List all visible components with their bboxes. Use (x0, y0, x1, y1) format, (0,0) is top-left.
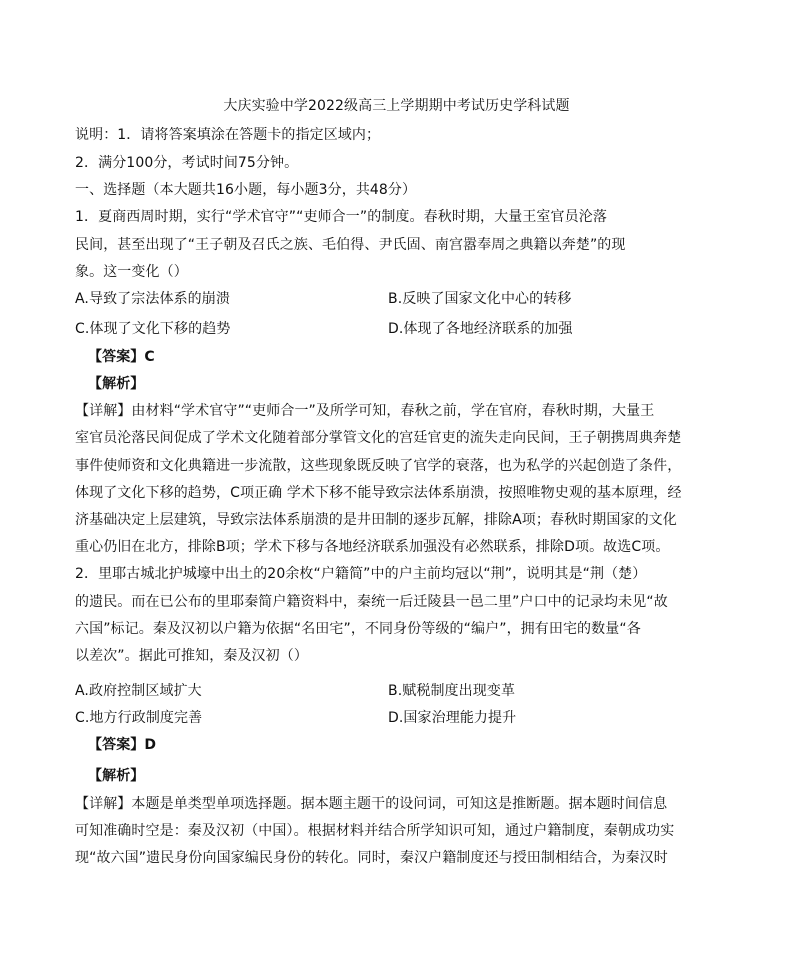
page-title: 大庆实验中学2022级高三上学期期中考试历史学科试题 (223, 98, 570, 114)
q1-detail-line-4: 体现了文化下移的趋势，C项正确 学术下移不能导致宗法体系崩溃，按照唯物史观的基本原理，经 (75, 485, 682, 501)
q2-answer: 【答案】D (88, 737, 157, 753)
section-header: 一、选择题（本大题共16小题，每小题3分，共48分） (75, 182, 417, 198)
instruction-line-2: 2．满分100分，考试时间75分钟。 (75, 155, 299, 171)
q1-detail-line-2: 室官员沦落民间促成了学术文化随着部分掌管文化的宫廷官吏的流失走向民间，王子朝携周典奔楚 (75, 430, 682, 446)
q1-detail-line-1: 【详解】由材料“学术官守”“吏师合一”及所学可知，春秋之前，学在官府，春秋时期，大量王 (75, 403, 655, 419)
q1-detail-line-3: 事件使师资和文化典籍进一步流散，这些现象既反映了官学的衰落，也为私学的兴起创造了条件， (75, 458, 682, 474)
q1-option-c: C.体现了文化下移的趋势 (75, 321, 231, 337)
q1-line-3: 象。这一变化（） (75, 264, 188, 280)
q2-line-4: 以差次”。据此可推知，秦及汉初（） (75, 648, 308, 664)
q1-detail-line-6: 重心仍旧在北方，排除B项；学术下移与各地经济联系加强没有必然联系，排除D项。故选C项。 (75, 539, 670, 555)
q1-analysis-label: 【解析】 (88, 376, 145, 392)
q1-line-2: 民间，甚至出现了“王子朝及召氏之族、毛伯得、尹氏固、南宫嚣奉周之典籍以奔楚”的现 (75, 237, 626, 253)
q2-detail-line-1: 【详解】本题是单类型单项选择题。据本题主题干的设问词，可知这是推断题。据本题时间信息 (75, 796, 668, 812)
q2-option-a: A.政府控制区域扩大 (75, 683, 202, 699)
q2-line-2: 的遗民。而在已公布的里耶秦简户籍资料中，秦统一后迁陵县一邑二里”户口中的记录均未见“故 (75, 594, 668, 610)
q2-option-c: C.地方行政制度完善 (75, 710, 203, 726)
instruction-line-1: 说明：1．请将答案填涂在答题卡的指定区域内； (75, 127, 381, 143)
q1-detail-line-5: 济基础决定上层建筑，导致宗法体系崩溃的是井田制的逐步瓦解，排除A项；春秋时期国家的文化 (75, 512, 677, 528)
q2-line-1: 2．里耶古城北护城壕中出土的20余枚“户籍简”中的户主前均冠以“荆”，说明其是“荆（楚） (75, 566, 647, 582)
q2-option-d: D.国家治理能力提升 (388, 710, 517, 726)
q1-option-b: B.反映了国家文化中心的转移 (388, 291, 572, 307)
q1-line-1: 1．夏商西周时期，实行“学术官守”“吏师合一”的制度。春秋时期，大量王室官员沦落 (75, 209, 607, 225)
q2-analysis-label: 【解析】 (88, 768, 145, 784)
q2-detail-line-3: 现“故六国”遗民身份向国家编民身份的转化。同时，秦汉户籍制度还与授田制相结合，为秦汉时 (75, 850, 668, 866)
q2-option-b: B.赋税制度出现变革 (388, 683, 516, 699)
q1-answer: 【答案】C (88, 349, 155, 365)
q2-detail-line-2: 可知准确时空是：秦及汉初（中国）。根据材料并结合所学知识可知，通过户籍制度，秦朝成功实 (75, 823, 675, 839)
q1-option-a: A.导致了宗法体系的崩溃 (75, 291, 230, 307)
q1-option-d: D.体现了各地经济联系的加强 (388, 321, 573, 337)
q2-line-3: 六国”标记。秦及汉初以户籍为依据“名田宅”，不同身份等级的“编户”，拥有田宅的数量“各 (75, 621, 641, 637)
